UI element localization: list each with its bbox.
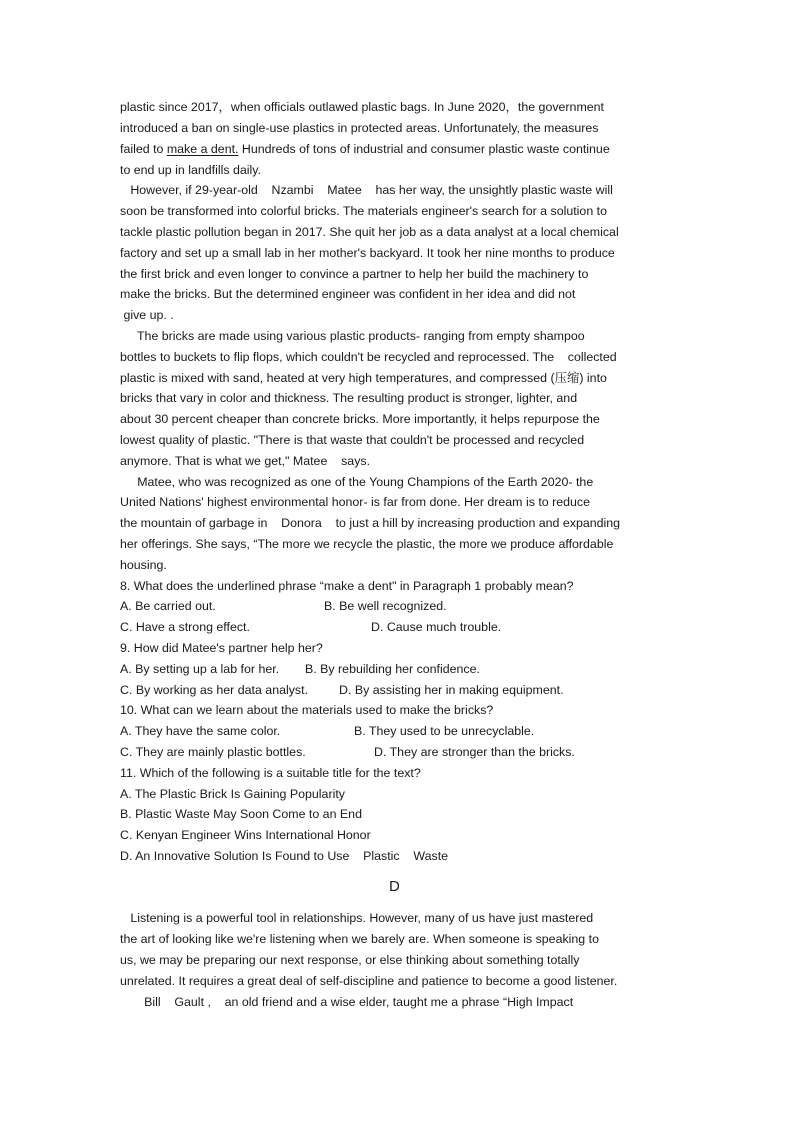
passage-c-p1-line1: plastic since 2017，when officials outlawed plastic bags. In June 2020，the government [120,100,604,114]
passage-c-p1-line4: to end up in landfills daily. [120,163,261,177]
q11-option-c: C. Kenyan Engineer Wins International Honor [120,828,371,842]
q10-option-c: C. They are mainly plastic bottles. [120,745,306,759]
passage-c-p4-line: Matee, who was recognized as one of the Young Champions of the Earth 2020- the [120,475,594,489]
passage-c-p3-line: about 30 percent cheaper than concrete bricks. More importantly, it helps repurpose the [120,412,600,426]
passage-c-p4-line: her offerings. She says, “The more we recycle the plastic, the more we produce affordable [120,537,614,551]
question-8-stem: 8. What does the underlined phrase “make a dent" in Paragraph 1 probably mean? [120,579,574,593]
q8-option-c: C. Have a strong effect. [120,620,250,634]
q9-option-c: C. By working as her data analyst. [120,683,309,697]
question-10-stem: 10. What can we learn about the materials used to make the bricks? [120,703,494,717]
passage-c-p2-line: However, if 29-year-old Nzambi Matee has her way, the unsightly plastic waste will [120,183,613,197]
q8-option-d: D. Cause much trouble. [371,620,502,634]
passage-c-p3-line: The bricks are made using various plastic products- ranging from empty shampoo [120,329,585,343]
passage-c-p3-line: bottles to buckets to flip flops, which couldn't be recycled and reprocessed. The collected [120,350,617,364]
q10-option-b: B. They used to be unrecyclable. [354,724,535,738]
passage-c-p2-line: give up. . [120,308,174,322]
q9-option-b: B. By rebuilding her confidence. [305,662,480,676]
passage-c-p3-line: bricks that vary in color and thickness. The resulting product is stronger, lighter, and [120,391,578,405]
q11-option-d: D. An Innovative Solution Is Found to Use Plastic Waste [120,849,449,863]
passage-c-p4-line: housing. [120,558,167,572]
passage-c-p3-line: lowest quality of plastic. "There is that waste that couldn't be processed and recycled [120,433,585,447]
q10-option-a: A. They have the same color. [120,724,281,738]
passage-d-line: Listening is a powerful tool in relationships. However, many of us have just mastered [120,911,594,925]
passage-c-p4-line: the mountain of garbage in Donora to just a hill by increasing production and expanding [120,516,621,530]
section-d-heading: D [389,878,400,895]
underlined-phrase: make a dent. [166,142,239,156]
text-run: failed to [120,142,167,156]
passage-c-p2-line: the first brick and even longer to convince a partner to help her build the machinery to [120,267,589,281]
passage-d-line: us, we may be preparing our next response, or else thinking about something totally [120,953,580,967]
text-run: Hundreds of tons of industrial and consumer plastic waste continue [238,142,610,156]
passage-d-line: unrelated. It requires a great deal of self-discipline and patience to become a good listener. [120,974,618,988]
passage-d-line: Bill Gault , an old friend and a wise elder, taught me a phrase “High Impact [120,995,574,1009]
passage-c-p1-line2: introduced a ban on single-use plastics in protected areas. Unfortunately, the measures [120,121,599,135]
passage-c-p1-line3 [120,141,610,157]
question-11-stem: 11. Which of the following is a suitable title for the text? [120,766,421,780]
q8-option-b: B. Be well recognized. [324,599,447,613]
q11-option-a: A. The Plastic Brick Is Gaining Popularity [120,787,345,801]
passage-c-p3-line: plastic is mixed with sand, heated at very high temperatures, and compressed (压缩) into [120,371,607,385]
q8-option-a: A. Be carried out. [120,599,216,613]
q11-option-b: B. Plastic Waste May Soon Come to an End [120,807,362,821]
question-9-stem: 9. How did Matee's partner help her? [120,641,323,655]
passage-c-p2-line: make the bricks. But the determined engineer was confident in her idea and did not [120,287,576,301]
passage-c-p2-line: soon be transformed into colorful bricks. The materials engineer's search for a solution to [120,204,607,218]
passage-c-p4-line: United Nations' highest environmental honor- is far from done. Her dream is to reduce [120,495,590,509]
q10-option-d: D. They are stronger than the bricks. [374,745,575,759]
q9-option-a: A. By setting up a lab for her. [120,662,280,676]
passage-c-p3-line: anymore. That is what we get," Matee says. [120,454,371,468]
passage-d-line: the art of looking like we're listening when we barely are. When someone is speaking to [120,932,599,946]
passage-c-p2-line: tackle plastic pollution began in 2017. She quit her job as a data analyst at a local chemical [120,225,619,239]
passage-c-p2-line: factory and set up a small lab in her mother's backyard. It took her nine months to produce [120,246,615,260]
q9-option-d: D. By assisting her in making equipment. [339,683,564,697]
